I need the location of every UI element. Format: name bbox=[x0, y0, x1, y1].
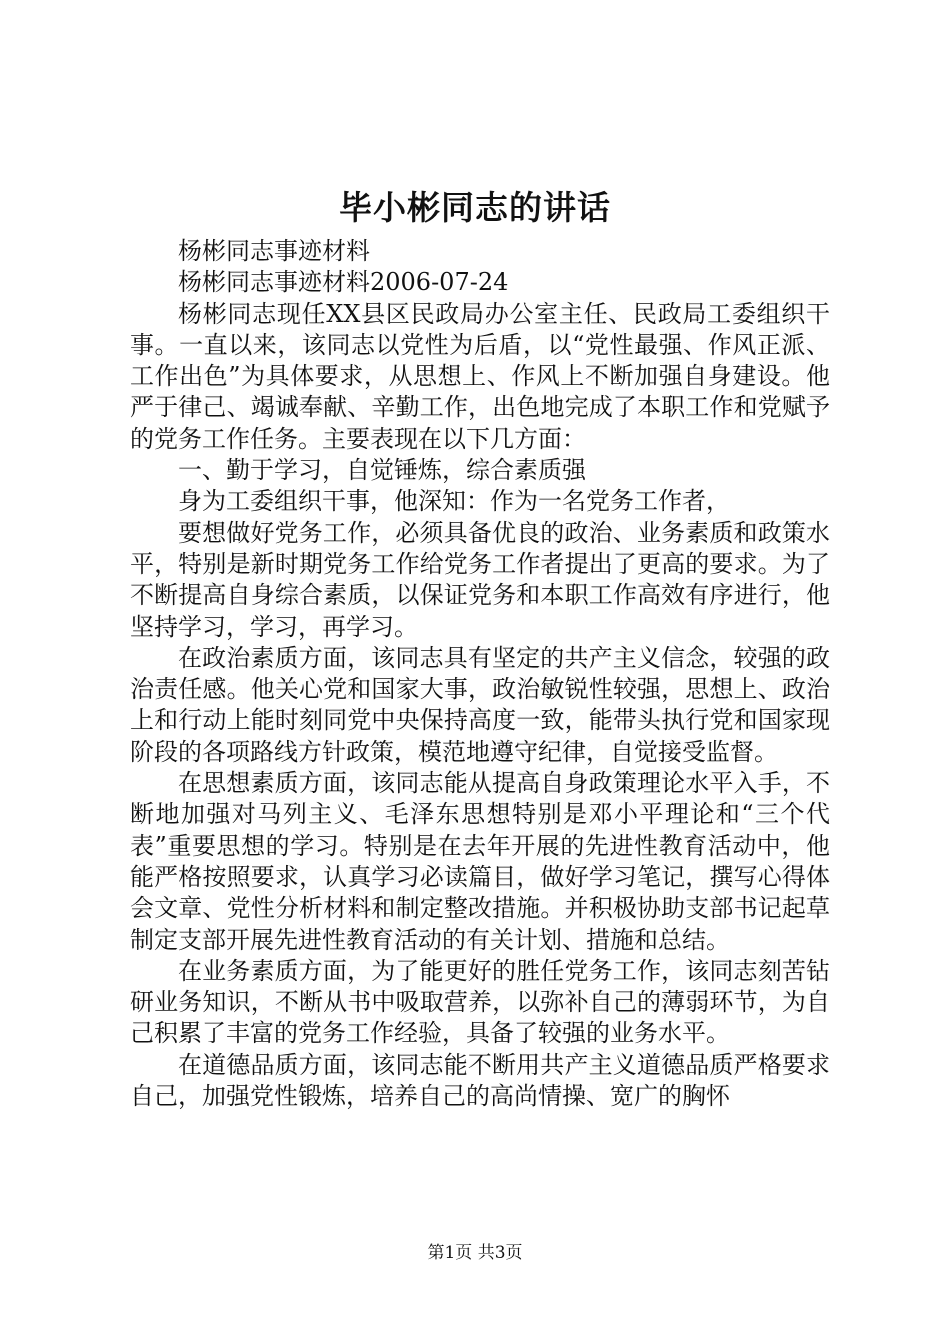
paragraph: 在思想素质方面，该同志能从提高自身政策理论水平入手，不断地加强对马列主义、毛泽东思想特别是邓小平理论和“三个代表”重要思想的学习。特别是在去年开展的先进性教育活动中，他能严格按照要求，认真学习必读篇目，做好学习笔记，撰写心得体会文章、党性分析材料和制定整改措施。并积极协助支部书记起草制定支部开展先进性教育活动的有关计划、措施和总结。 bbox=[130, 769, 830, 954]
paragraph: 在业务素质方面，为了能更好的胜任党务工作，该同志刻苦钻研业务知识，不断从书中吸取营养，以弥补自己的薄弱环节，为自己积累了丰富的党务工作经验，具备了较强的业务水平。 bbox=[130, 956, 830, 1048]
page-number-footer: 第1页 共3页 bbox=[427, 1243, 523, 1263]
paragraph: 在道德品质方面，该同志能不断用共产主义道德品质严格要求自己，加强党性锻炼，培养自己的高尚情操、宽广的胸怀 bbox=[130, 1050, 830, 1111]
paragraph: 杨彬同志事迹材料2006-07-24 bbox=[178, 268, 509, 297]
section-heading: 一、勤于学习，自觉锤炼，综合素质强 bbox=[178, 456, 586, 485]
paragraph: 杨彬同志现任XX县区民政局办公室主任、民政局工委组织干事。一直以来，该同志以党性为后盾，以“党性最强、作风正派、工作出色”为具体要求，从思想上、作风上不断加强自身建设。他严于律己、竭诚奉献、辛勤工作，出色地完成了本职工作和党赋予的党务工作任务。主要表现在以下几方面： bbox=[130, 299, 830, 453]
document-title: 毕小彬同志的讲话 bbox=[339, 188, 611, 227]
document-body bbox=[130, 236, 830, 1112]
paragraph: 在政治素质方面，该同志具有坚定的共产主义信念，较强的政治责任感。他关心党和国家大事，政治敏锐性较强，思想上、政治上和行动上能时刻同党中央保持高度一致，能带头执行党和国家现阶段的各项路线方针政策，模范地遵守纪律，自觉接受监督。 bbox=[130, 643, 830, 766]
paragraph: 要想做好党务工作，必须具备优良的政治、业务素质和政策水平，特别是新时期党务工作给党务工作者提出了更高的要求。为了不断提高自身综合素质，以保证党务和本职工作高效有序进行，他坚持学习，学习，再学习。 bbox=[130, 518, 830, 641]
paragraph: 杨彬同志事迹材料 bbox=[178, 237, 370, 265]
paragraph: 身为工委组织干事，他深知：作为一名党务工作者， bbox=[178, 487, 730, 516]
